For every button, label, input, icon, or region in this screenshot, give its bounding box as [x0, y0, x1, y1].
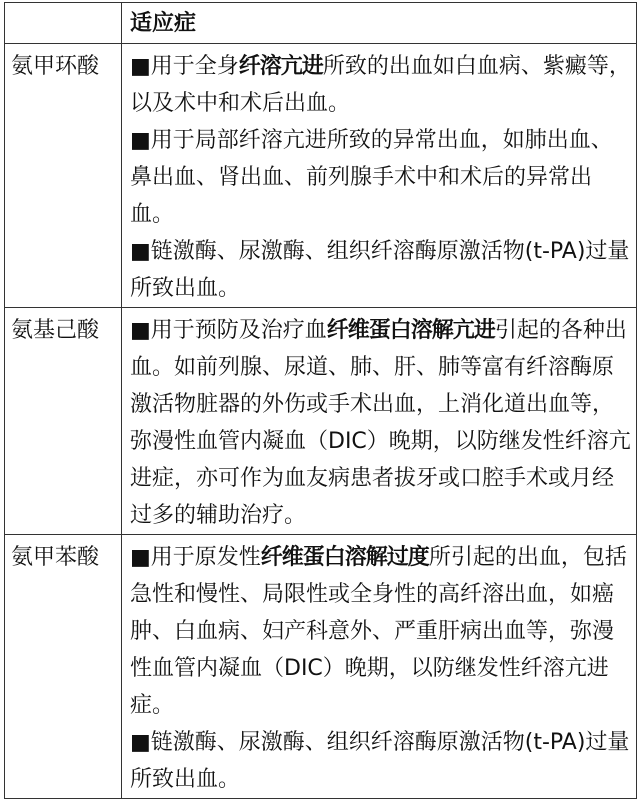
text-segment: 引起的各种出血。如前列腺、尿道、肺、肝、肺等富有纤溶酶原激活物脏器的外伤或手术出血，上消化道出血等，弥漫性血管内凝血（DIC）晚期，以防继发性纤溶亢进症，亦可作为血友病患者拔牙或口腔手术或月经过多的辅助治疗。: [130, 318, 631, 528]
indication-paragraph: [130, 539, 632, 724]
text-segment: ■用于原发性: [130, 545, 261, 570]
text-segment: ■链激酶、尿激酶、组织纤溶酶原激活物(t-PA)过量所致出血。: [130, 239, 630, 301]
indication-paragraph: [130, 48, 632, 122]
header-drug-cell: [5, 3, 122, 44]
emphasized-term: 纤溶亢进: [238, 53, 323, 79]
header-indications-cell: 适应症: [122, 3, 637, 44]
text-segment: ■用于全身: [130, 54, 239, 79]
drug-name-cell: 氨甲苯酸: [5, 535, 122, 799]
indications-cell: [122, 44, 637, 308]
table-row: [5, 44, 637, 308]
indication-paragraph: [130, 122, 632, 233]
drug-name-cell: 氨甲环酸: [5, 44, 122, 308]
text-segment: ■链激酶、尿激酶、组织纤溶酶原激活物(t-PA)过量所致出血。: [130, 730, 630, 792]
indication-paragraph: [130, 233, 632, 307]
indications-cell: [122, 535, 637, 799]
table-row: [5, 308, 637, 535]
drug-name-cell: 氨基己酸: [5, 308, 122, 535]
text-segment: ■用于局部纤溶亢进所致的异常出血，如肺出血、鼻出血、肾出血、前列腺手术中和术后的异常出血。: [130, 128, 613, 227]
indication-paragraph: [130, 724, 632, 798]
emphasized-term: 纤维蛋白溶解亢进: [326, 317, 495, 343]
header-row: [5, 3, 637, 44]
indications-table: [4, 2, 637, 799]
table-row: [5, 535, 637, 799]
indication-paragraph: [130, 312, 632, 534]
indications-cell: [122, 308, 637, 535]
text-segment: 所引起的出血，包括急性和慢性、局限性或全身性的高纤溶出血，如癌肿、白血病、妇产科意外、严重肝病出血等，弥漫性血管内凝血（DIC）晚期，以防继发性纤溶亢进症。: [130, 545, 627, 718]
emphasized-term: 纤维蛋白溶解过度: [260, 544, 429, 570]
text-segment: ■用于预防及治疗血: [130, 318, 327, 343]
text-segment: 所致的出血如白血病、紫癜等，以及术中和术后出血。: [130, 54, 631, 116]
